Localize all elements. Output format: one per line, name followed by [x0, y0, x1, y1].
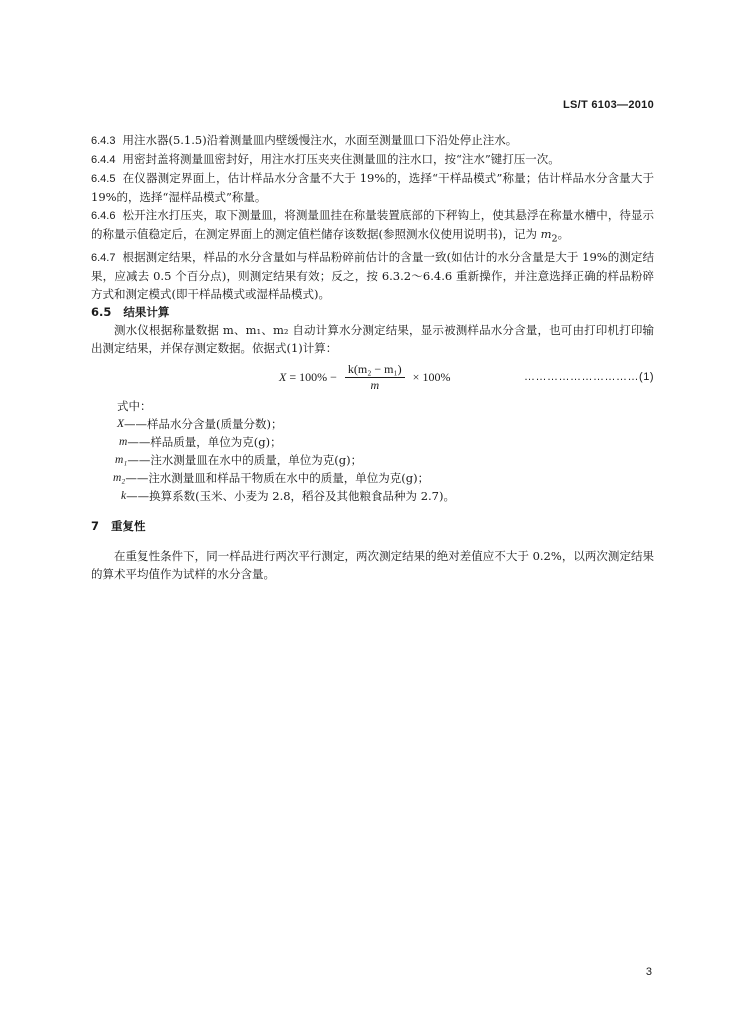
clause-text: 松开注水打压夹，取下测量皿，将测量皿挂在称量装置底部的下秤钩上，使其悬浮在称量水槽中，待显示的称量示值稳定后，在测定界面上的测定值栏储存该数据(参照测水仪使用说明书)，记为 — [91, 208, 654, 241]
definition-symbol: m₁ — [115, 454, 128, 467]
formula-fraction — [345, 362, 405, 393]
clause-6-4-4 — [91, 150, 654, 169]
clause-number: 6.4.4 — [91, 154, 116, 166]
clause-text-end: 。 — [557, 227, 570, 241]
clause-6-4-5 — [91, 169, 654, 206]
where-label: 式中： — [117, 399, 152, 414]
definition-m2 — [113, 469, 654, 487]
definition-m1 — [115, 451, 654, 469]
formula-1 — [91, 359, 654, 395]
variable-m: m — [540, 227, 552, 241]
formula-lhs: X — [279, 370, 287, 385]
section-heading-7 — [91, 517, 654, 535]
section-title: 重复性 — [111, 519, 146, 534]
clause-text: 用注水器(5.1.5)沿着测量皿内壁缓慢注水，水面至测量皿口下沿处停止注水。 — [122, 133, 518, 147]
repeatability-paragraph: 在重复性条件下，同一样品进行两次平行测定，两次测定结果的绝对差值应不大于 0.2%，以两次测定结果的算术平均值作为试样的水分含量。 — [91, 549, 654, 582]
formula-number: …………………………(1) — [524, 371, 654, 384]
document-body — [91, 131, 654, 583]
formula-numerator: k(m₂ − m₁) — [345, 362, 405, 378]
section-heading-6-5 — [91, 303, 654, 321]
definition-text: ——换算系数(玉米、小麦为 2.8，稻谷及其他粮食品种为 2.7)。 — [126, 489, 455, 504]
page-number: 3 — [645, 966, 652, 978]
clause-text: 在仪器测定界面上，估计样品水分含量不大于 19%的，选择“干样品模式”称量；估计样品水分含量大于 19%的，选择“湿样品模式”称量。 — [91, 171, 654, 204]
clause-number: 6.4.7 — [91, 252, 116, 265]
clause-number: 6.4.3 — [91, 135, 116, 147]
definition-symbol: k — [121, 490, 127, 503]
definition-text: ——注水测量皿和样品干物质在水中的质量，单位为克(g)； — [125, 471, 430, 486]
definition-k — [121, 487, 654, 505]
clause-6-4-3 — [91, 131, 654, 150]
formula-expression — [279, 359, 450, 395]
section-number: 7 — [91, 519, 100, 534]
definition-text: ——注水测量皿在水中的质量，单位为克(g)； — [127, 453, 363, 468]
section-title: 结果计算 — [123, 305, 170, 320]
section-number: 6.5 — [91, 305, 112, 320]
variable-definitions — [91, 397, 654, 505]
definition-symbol: X — [117, 418, 125, 431]
definition-symbol: m — [119, 436, 128, 449]
definition-symbol: m₂ — [113, 472, 126, 485]
section-gap — [91, 535, 654, 547]
subscript: 2 — [551, 233, 558, 245]
definition-x — [117, 415, 654, 433]
clause-number: 6.4.5 — [91, 173, 116, 185]
clause-text: 用密封盖将测量皿密封好，用注水打压夹夹住测量皿的注水口，按“注水”键打压一次。 — [122, 152, 560, 166]
formula-rhs: × 100% — [409, 370, 451, 385]
formula-denominator: m — [370, 377, 380, 392]
clause-6-4-7 — [91, 248, 654, 303]
clause-text: 根据测定结果，样品的水分含量如与样品粉碎前估计的含量一致(如估计的水分含量是大于 19%的测定结果，应减去 0.5 个百分点)，则测定结果有效；反之，按 6.3.2～6.4.6 重新操作，并注意选择正确的样品粉碎方式和测定模式(即干样品模式或湿样品模式)。 — [91, 250, 654, 302]
definition-text: ——样品水分含量(质量分数)； — [124, 417, 283, 432]
standard-code: LS/T 6103—2010 — [562, 99, 654, 111]
calculation-paragraph: 测水仪根据称量数据 m、m₁、m₂ 自动计算水分测定结果，显示被测样品水分含量，也可由打印机打印输出测定结果，并保存测定数据。依据式(1)计算： — [91, 323, 654, 356]
clause-6-4-6 — [91, 206, 654, 248]
definition-text: ——样品质量，单位为克(g)； — [127, 435, 282, 450]
definition-m — [119, 433, 654, 451]
formula-eq: = 100% − — [286, 370, 340, 385]
section-gap — [91, 505, 654, 517]
clause-number: 6.4.6 — [91, 210, 116, 222]
